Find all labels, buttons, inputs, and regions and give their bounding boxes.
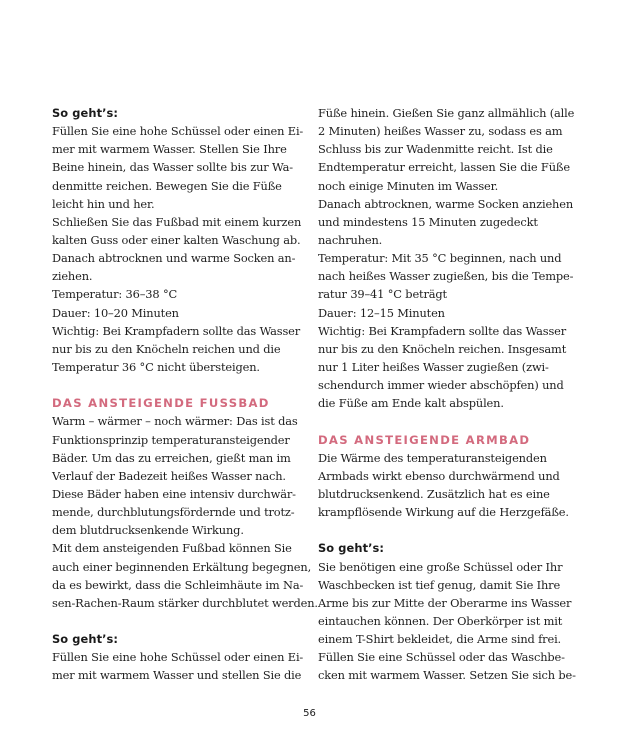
text-line: Temperatur: Mit 35 °C beginnen, nach und xyxy=(318,251,562,266)
text-line: Füllen Sie eine Schüssel oder das Waschbe- xyxy=(318,650,565,665)
text-line: eintauchen können. Der Oberkörper ist mit xyxy=(318,613,563,628)
text-line: auch einer beginnenden Erkältung begegnen, xyxy=(52,559,312,574)
text-line: Schluss bis zur Wadenmitte reicht. Ist die xyxy=(318,142,553,157)
text-line: mer mit warmem Wasser. Stellen Sie Ihre xyxy=(52,142,287,157)
text-line: Wichtig: Bei Krampfadern sollte das Wasser xyxy=(318,323,567,338)
text-line: ziehen. xyxy=(52,269,93,284)
text-line: noch einige Minuten im Wasser. xyxy=(318,178,499,193)
text-line: Füllen Sie eine hohe Schüssel oder einen Ei- xyxy=(52,650,304,665)
text-line: Schließen Sie das Fußbad mit einem kurzen xyxy=(52,214,302,229)
text-line: blutdrucksenkend. Zusätzlich hat es eine xyxy=(318,486,550,501)
subheading: So geht’s: xyxy=(318,541,385,556)
text-line: krampflösende Wirkung auf die Herzgefäße. xyxy=(318,505,569,520)
right-column xyxy=(318,104,576,685)
subheading: So geht’s: xyxy=(52,632,119,647)
left-column xyxy=(52,104,318,685)
text-line: cken mit warmem Wasser. Setzen Sie sich be- xyxy=(318,668,576,683)
paragraph-gap xyxy=(52,376,294,394)
text-line: Wichtig: Bei Krampfadern sollte das Wasser xyxy=(52,323,301,338)
text-line: Die Wärme des temperaturansteigenden xyxy=(318,450,547,465)
text-line: Bäder. Um das zu erreichen, gießt man im xyxy=(52,450,291,465)
section-heading: DAS ANSTEIGENDE ARMBAD xyxy=(318,432,531,447)
text-line: einem T-Shirt bekleidet, die Arme sind frei. xyxy=(318,632,562,647)
text-line: und mindestens 15 Minuten zugedeckt xyxy=(318,214,538,229)
text-line: Temperatur 36 °C nicht übersteigen. xyxy=(52,359,260,374)
section-heading: DAS ANSTEIGENDE FUSSBAD xyxy=(52,396,270,411)
subheading: So geht’s: xyxy=(52,106,119,120)
text-line: leicht hin und her. xyxy=(52,196,155,211)
text-line: Arme bis zur Mitte der Oberarme ins Wasser xyxy=(318,595,572,610)
paragraph-gap xyxy=(52,612,294,630)
text-line: Temperatur: 36–38 °C xyxy=(52,287,178,302)
text-line: Dauer: 12–15 Minuten xyxy=(318,305,445,320)
paragraph-gap xyxy=(318,521,568,539)
text-line: mer mit warmem Wasser und stellen Sie die xyxy=(52,668,302,683)
text-line: Beine hinein, das Wasser sollte bis zur Wa- xyxy=(52,160,293,175)
text-line: kalten Guss oder einer kalten Waschung ab. xyxy=(52,232,301,247)
text-line: sen-Rachen-Raum stärker durchblutet werden. xyxy=(52,595,318,610)
text-line: Funktionsprinzip temperaturansteigender xyxy=(52,432,290,447)
text-line: Danach abtrocknen, warme Socken anziehen xyxy=(318,196,574,211)
text-line: Mit dem ansteigenden Fußbad können Sie xyxy=(52,541,292,556)
text-line: nur 1 Liter heißes Wasser zugießen (zwi- xyxy=(318,359,549,374)
text-line: Endtemperatur erreicht, lassen Sie die Füße xyxy=(318,160,570,175)
text-line: schendurch immer wieder abschöpfen) und xyxy=(318,378,564,393)
paragraph-gap xyxy=(318,412,568,430)
text-line: Waschbecken ist tief genug, damit Sie Ihre xyxy=(318,577,561,592)
text-line: Verlauf der Badezeit heißes Wasser nach. xyxy=(52,468,286,483)
text-line: Armbads wirkt ebenso durchwärmend und xyxy=(318,468,560,483)
text-line: nach heißes Wasser zugießen, bis die Tempe- xyxy=(318,269,574,284)
page-number: 56 xyxy=(303,708,316,719)
text-line: 2 Minuten) heißes Wasser zu, sodass es am xyxy=(318,124,563,139)
text-line: dem blutdrucksenkende Wirkung. xyxy=(52,523,244,538)
text-line: denmitte reichen. Bewegen Sie die Füße xyxy=(52,178,282,193)
text-line: Danach abtrocknen und warme Socken an- xyxy=(52,251,296,266)
text-line: Sie benötigen eine große Schüssel oder Ihr xyxy=(318,559,563,574)
text-line: da es bewirkt, dass die Schleimhäute im Na- xyxy=(52,577,304,592)
text-line: ratur 39–41 °C beträgt xyxy=(318,287,447,302)
text-line: Füße hinein. Gießen Sie ganz allmählich (alle xyxy=(318,106,575,120)
text-line: Dauer: 10–20 Minuten xyxy=(52,305,179,320)
text-line: die Füße am Ende kalt abspülen. xyxy=(318,396,504,411)
text-line: Diese Bäder haben eine intensiv durchwär- xyxy=(52,486,296,501)
text-line: Warm – wärmer – noch wärmer: Das ist das xyxy=(52,414,298,429)
text-line: Füllen Sie eine hohe Schüssel oder einen Ei- xyxy=(52,124,304,139)
text-line: mende, durchblutungsfördernde und trotz- xyxy=(52,505,295,520)
text-line: nur bis zu den Knöcheln reichen und die xyxy=(52,341,281,356)
text-line: nur bis zu den Knöcheln reichen. Insgesamt xyxy=(318,341,567,356)
text-line: nachruhen. xyxy=(318,232,383,247)
